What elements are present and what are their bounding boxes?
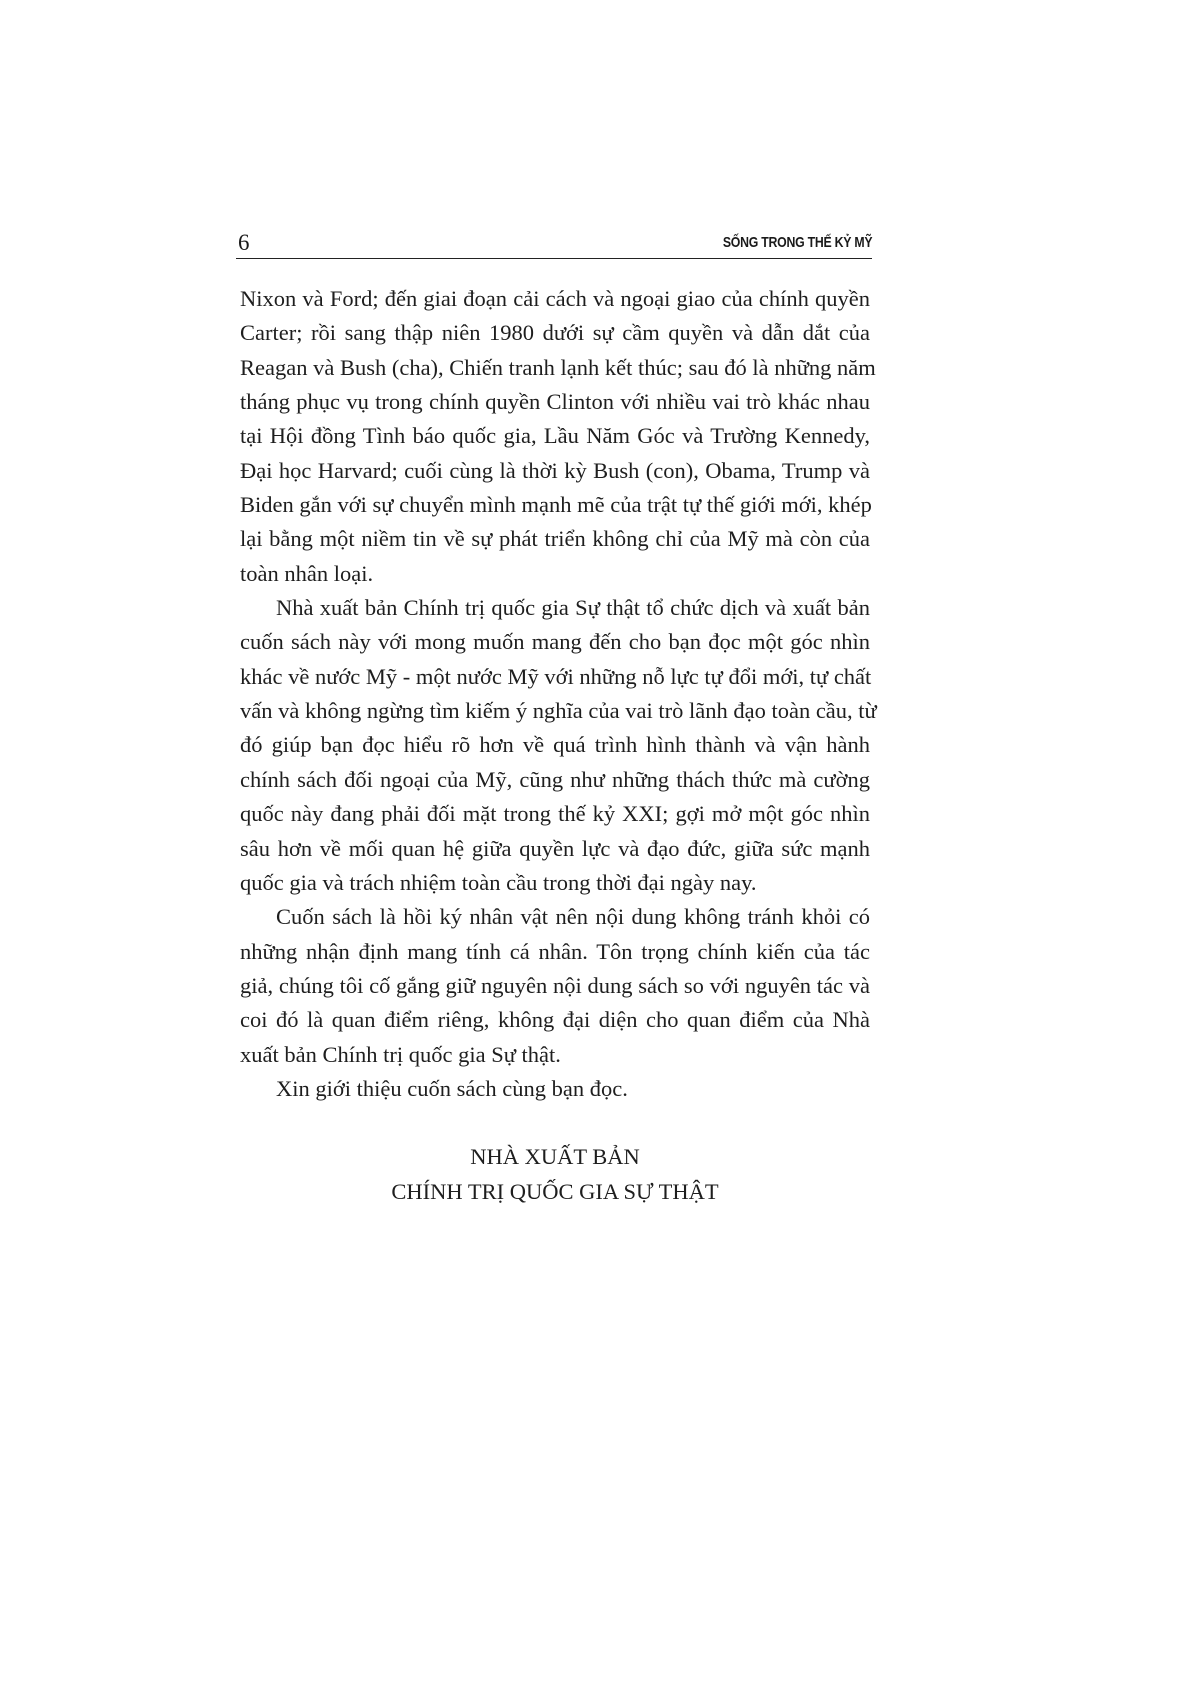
text-line: đó giúp bạn đọc hiểu rõ hơn về quá trình hình thành và vận hành (240, 732, 870, 758)
text-line: Reagan và Bush (cha), Chiến tranh lạnh kết thúc; sau đó là những năm (240, 354, 876, 380)
text-line: giả, chúng tôi cố gắng giữ nguyên nội dung sách so với nguyên tác và (240, 972, 870, 998)
paragraph (240, 591, 877, 900)
text-line: tháng phục vụ trong chính quyền Clinton với nhiều vai trò khác nhau (240, 389, 870, 415)
text-line: vấn và không ngừng tìm kiếm ý nghĩa của vai trò lãnh đạo toàn cầu, từ (240, 698, 877, 724)
text-line: Đại học Harvard; cuối cùng là thời kỳ Bush (con), Obama, Trump và (240, 457, 870, 483)
text-line: chính sách đối ngoại của Mỹ, cũng như những thách thức mà cường (240, 766, 870, 792)
text-line: Xin giới thiệu cuốn sách cùng bạn đọc. (276, 1075, 628, 1101)
text-line: quốc này đang phải đối mặt trong thế kỷ XXI; gợi mở một góc nhìn (240, 801, 870, 827)
publisher-signature (240, 1140, 870, 1209)
page-header (236, 230, 872, 259)
text-line: Biden gắn với sự chuyển mình mạnh mẽ của trật tự thế giới mới, khép (240, 492, 872, 518)
text-line: xuất bản Chính trị quốc gia Sự thật. (240, 1041, 561, 1067)
signature-line-2: CHÍNH TRỊ QUỐC GIA SỰ THẬT (391, 1178, 719, 1204)
text-line: Nixon và Ford; đến giai đoạn cải cách và ngoại giao của chính quyền (240, 286, 870, 311)
text-line: sâu hơn về mối quan hệ giữa quyền lực và đạo đức, giữa sức mạnh (240, 835, 870, 861)
text-line: toàn nhân loại. (240, 560, 374, 586)
running-title: SỐNG TRONG THẾ KỶ MỸ (722, 234, 872, 251)
signature-line-1: NHÀ XUẤT BẢN (470, 1144, 640, 1169)
text-line: khác về nước Mỹ - một nước Mỹ với những nỗ lực tự đổi mới, tự chất (240, 663, 872, 689)
paragraph (240, 900, 870, 1072)
text-line: coi đó là quan điểm riêng, không đại diện cho quan điểm của Nhà (240, 1007, 870, 1033)
body-text (240, 282, 877, 1106)
paragraph (240, 1072, 870, 1106)
page-number: 6 (238, 230, 250, 255)
text-line: Cuốn sách là hồi ký nhân vật nên nội dung không tránh khỏi có (276, 904, 870, 930)
text-line: quốc gia và trách nhiệm toàn cầu trong thời đại ngày nay. (240, 869, 757, 895)
text-line: những nhận định mang tính cá nhân. Tôn trọng chính kiến của tác (240, 938, 870, 964)
paragraph (240, 282, 876, 591)
text-line: Carter; rồi sang thập niên 1980 dưới sự cầm quyền và dẫn dắt của (240, 320, 870, 346)
text-line: tại Hội đồng Tình báo quốc gia, Lầu Năm Góc và Trường Kennedy, (240, 423, 870, 449)
text-line: cuốn sách này với mong muốn mang đến cho bạn đọc một góc nhìn (240, 629, 870, 655)
text-line: Nhà xuất bản Chính trị quốc gia Sự thật tổ chức dịch và xuất bản (276, 595, 870, 621)
text-line: lại bằng một niềm tin về sự phát triển không chỉ của Mỹ mà còn của (240, 526, 870, 552)
